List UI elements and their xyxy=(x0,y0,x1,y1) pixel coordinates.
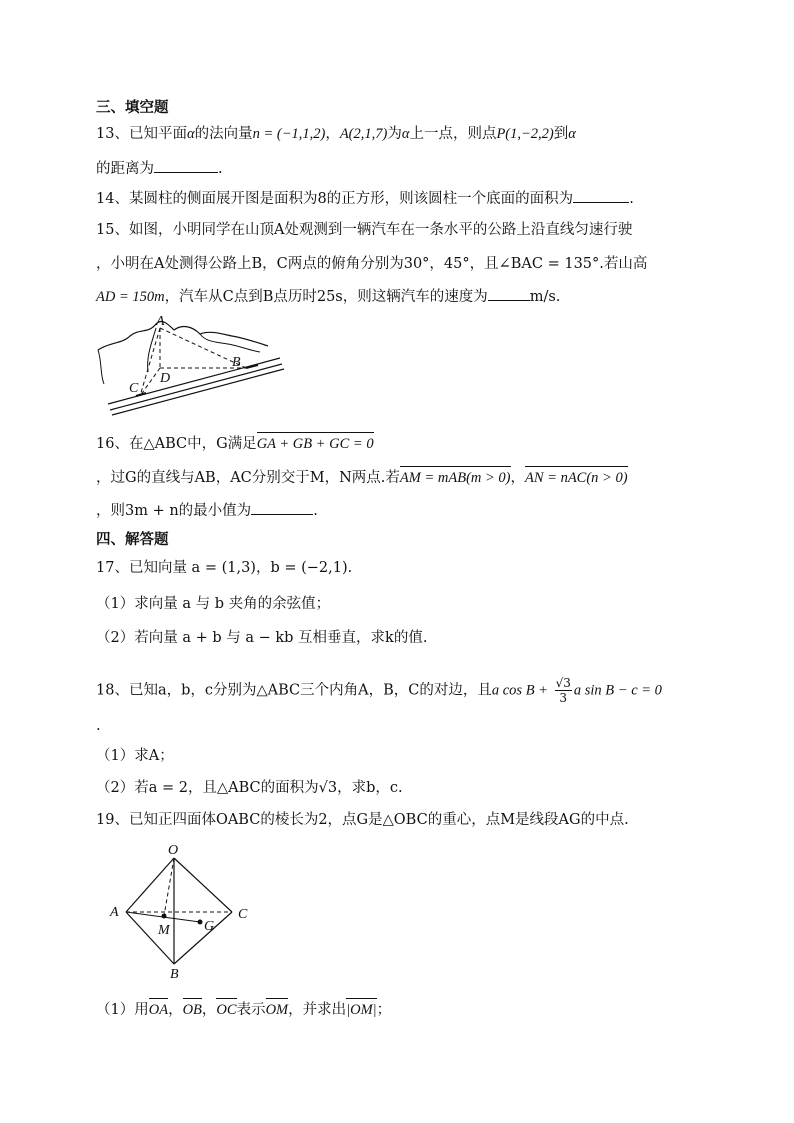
q18-fraction-numerator: √3 xyxy=(555,676,571,690)
q19-text: （1）用 xyxy=(96,1002,149,1018)
fig15-label-d: D xyxy=(160,371,171,386)
q14-text: 14、某圆柱的侧面展开图是面积为8的正方形，则该圆柱一个底面的面积为 xyxy=(96,191,574,207)
q15-text: ，汽车从C点到B点历时25s，则这辆汽车的速度为 xyxy=(164,289,488,305)
question-16-line-3 xyxy=(96,500,318,521)
q13-text: . xyxy=(218,161,223,177)
q18-equation-part: a cos B + xyxy=(491,682,548,699)
q13-answer-blank[interactable] xyxy=(154,158,218,173)
q16-an-vector: AN = nAC(n > 0) xyxy=(525,470,628,486)
q15-unit: m/s. xyxy=(529,289,561,305)
fig19-label-g: G xyxy=(204,919,215,934)
question-17-part-2: （2）若向量 a + b 与 a − kb 互相垂直，求k的值. xyxy=(96,630,428,646)
q16-am-vector: AM = mAB(m > 0) xyxy=(399,470,511,486)
question-19-part-1 xyxy=(96,1000,391,1020)
question-14 xyxy=(96,188,634,209)
q19-vector-om-magnitude: |OM| xyxy=(346,1002,377,1018)
q16-answer-blank[interactable] xyxy=(251,500,313,515)
q13-alpha: α xyxy=(401,126,410,142)
fig19-label-b: B xyxy=(170,967,179,980)
question-17-line-1: 17、已知向量 a = (1,3)，b = (−2,1). xyxy=(96,560,353,576)
fig15-label-a: A xyxy=(156,314,165,329)
question-15-line-2: ，小明在A处测得公路上B，C两点的俯角分别为30°，45°，且∠BAC = 135°.若山高 xyxy=(96,256,648,272)
section-heading-answer: 四、解答题 xyxy=(96,531,169,548)
q18-fraction-denominator: 3 xyxy=(559,691,568,705)
fig15-label-b: B xyxy=(232,355,241,370)
q16-text: ， xyxy=(510,470,525,486)
question-16-line-2 xyxy=(96,468,628,488)
fig19-label-m: M xyxy=(158,923,170,938)
q15-answer-blank[interactable] xyxy=(488,286,530,301)
q14-text: . xyxy=(629,191,634,207)
q16-text: ，过G的直线与AB，AC分别交于M，N两点.若 xyxy=(96,470,400,486)
question-16-line-1 xyxy=(96,434,374,454)
q16-text: . xyxy=(313,503,318,519)
q19-vector-oa: OA xyxy=(148,1002,169,1018)
q13-text: 的距离为 xyxy=(96,161,154,177)
q13-point-a: A(2,1,7) xyxy=(339,126,388,142)
question-17-part-1: （1）求向量 a 与 b 夹角的余弦值； xyxy=(96,596,331,612)
q19-vector-om: OM xyxy=(265,1002,289,1018)
q19-text: ； xyxy=(376,1002,392,1018)
q13-normal-vector: n = (−1,1,2) xyxy=(252,126,326,142)
question-13-line-2 xyxy=(96,158,223,179)
q14-answer-blank[interactable] xyxy=(573,188,629,203)
q13-text: 为 xyxy=(387,126,402,142)
q19-vector-oc: OC xyxy=(216,1002,237,1018)
q16-text: 16、在△ABC中，G满足 xyxy=(96,436,257,452)
q18-text: 18、已知a，b，c分别为△ABC三个内角A，B，C的对边，且 xyxy=(96,682,492,699)
q19-text: ， xyxy=(201,1002,217,1018)
q19-text: ，并求出 xyxy=(288,1002,347,1018)
question-18-dot: . xyxy=(96,718,101,734)
question-19-line-1: 19、已知正四面体OABC的棱长为2，点G是△OBC的重心，点M是线段AG的中点. xyxy=(96,812,629,828)
q19-text: ， xyxy=(168,1002,183,1018)
q15-height: AD = 150m xyxy=(96,289,165,305)
q13-text: 的法向量 xyxy=(194,126,253,142)
q19-vector-ob: OB xyxy=(182,1002,202,1018)
q16-text: ，则3m + n的最小值为 xyxy=(96,503,252,519)
q13-text: 13、已知平面 xyxy=(96,126,187,142)
q13-text: 上一点，则点 xyxy=(409,126,497,142)
question-18-line-1 xyxy=(96,676,662,705)
figure-19-tetrahedron xyxy=(104,840,264,980)
question-18-part-1: （1）求A； xyxy=(96,748,174,764)
fig19-label-o: O xyxy=(168,843,179,858)
question-18-part-2: （2）若a = 2，且△ABC的面积为√3，求b，c. xyxy=(96,780,403,796)
fig19-label-c: C xyxy=(238,907,248,922)
q19-text: 表示 xyxy=(236,1002,266,1018)
q18-equation-part: a sin B − c = 0 xyxy=(573,682,662,699)
section-heading-fill-in: 三、填空题 xyxy=(96,99,169,116)
q13-alpha: α xyxy=(568,126,576,142)
q13-alpha: α xyxy=(186,126,195,142)
q13-text: 到 xyxy=(553,126,569,142)
question-13-line-1 xyxy=(96,124,576,144)
figure-15-mountain-road xyxy=(96,312,286,416)
q16-centroid-condition: GA + GB + GC = 0 xyxy=(256,436,374,452)
q13-text: ， xyxy=(325,126,340,142)
question-15-line-3 xyxy=(96,286,560,307)
q13-point-p: P(1,−2,2) xyxy=(496,126,554,142)
question-15-line-1: 15、如图，小明同学在山顶A处观测到一辆汽车在一条水平的公路上沿直线匀速行驶 xyxy=(96,222,633,238)
q18-fraction xyxy=(555,676,572,705)
fig19-label-a: A xyxy=(110,905,119,920)
fig15-label-c: C xyxy=(129,381,139,396)
